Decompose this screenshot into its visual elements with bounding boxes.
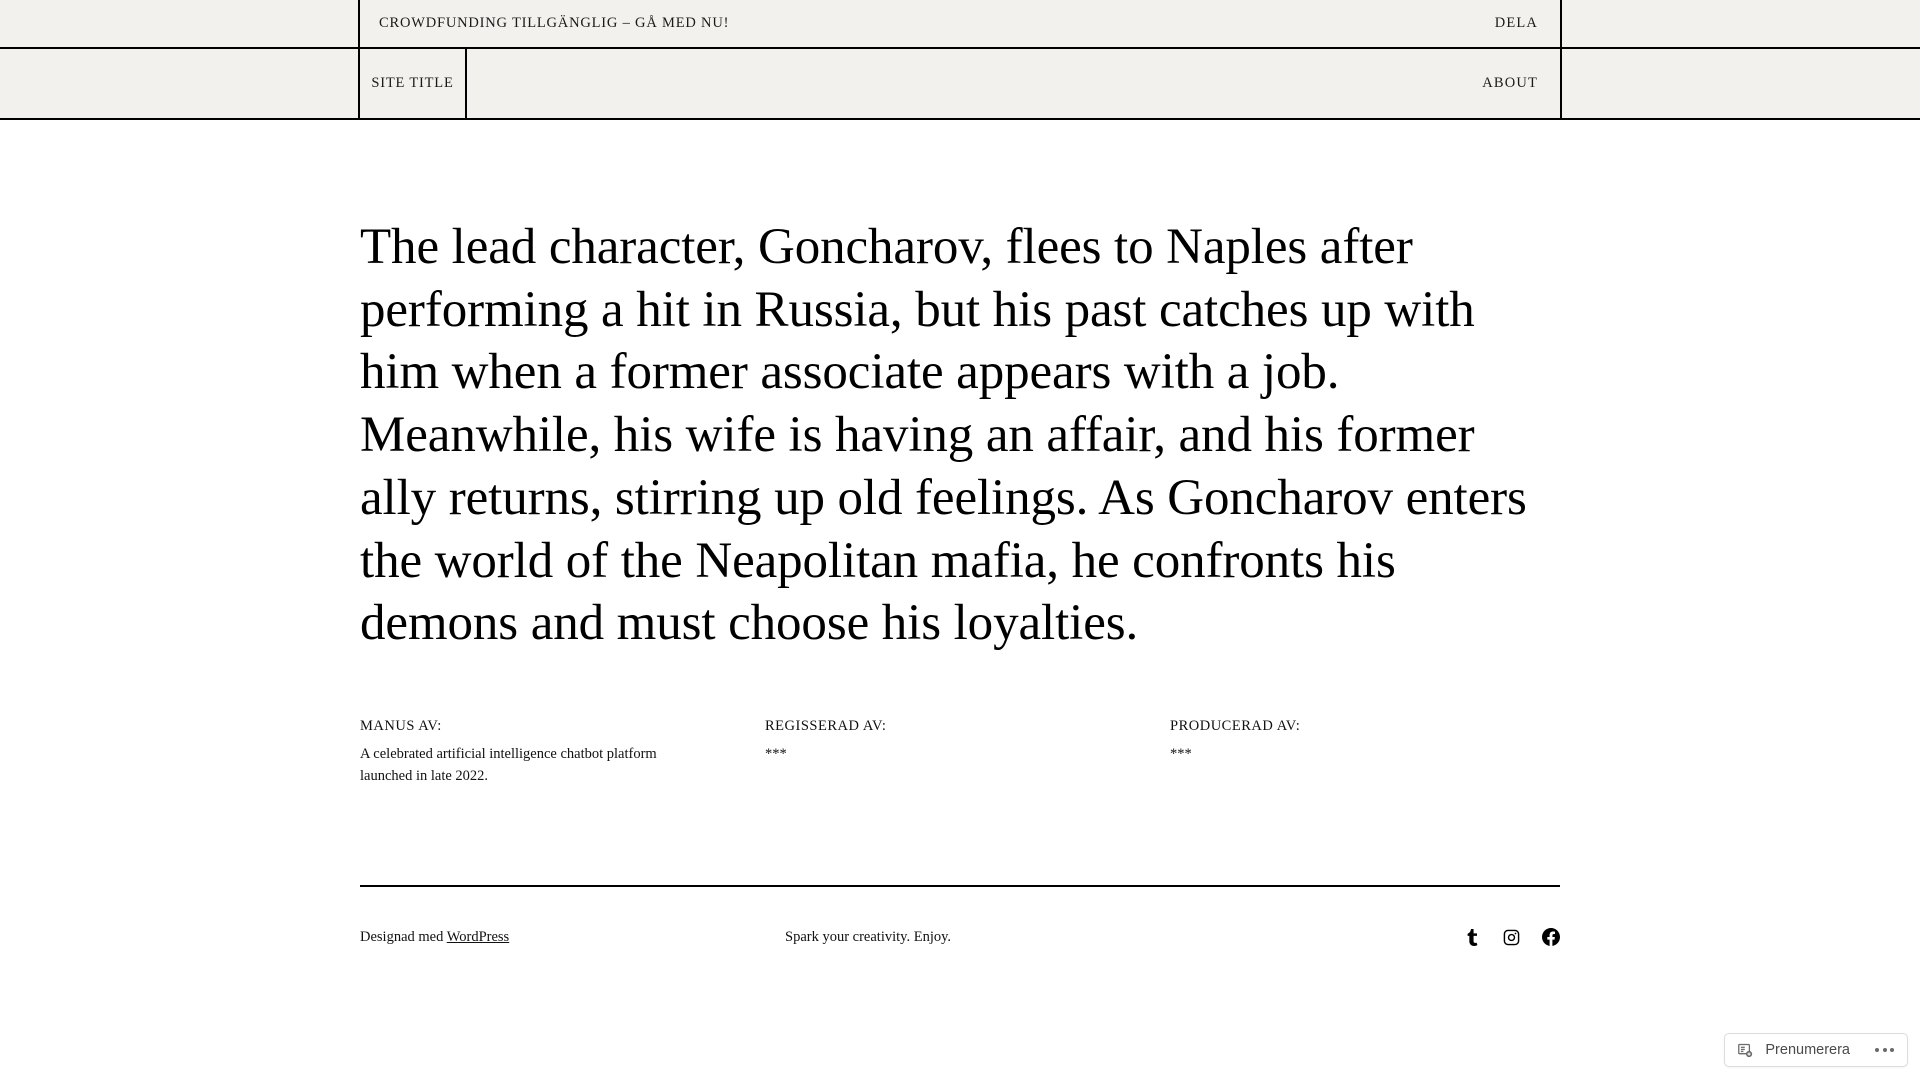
page-title: The lead character, Goncharov, flees to Naples after performing a hit in Russia, but his past catches up with him when a former associate appears with a job. Meanwhile, his wife is having an affair, and his former ally returns, stirring up old feelings. As Goncharov enters the world of the Neapolitan mafia, he confronts his demons and must choose his loyalties.: [360, 219, 1527, 652]
credit-column-manus: [360, 717, 765, 787]
tumblr-icon[interactable]: [1463, 928, 1482, 947]
site-title-link[interactable]: SITE TITLE: [371, 75, 454, 91]
nav-right-spacer: [1560, 49, 1920, 118]
more-options-icon[interactable]: [1875, 1048, 1894, 1052]
site-header: [0, 0, 1920, 120]
site-title-cell: [360, 49, 467, 118]
footer-credit-prefix: Designad med: [360, 928, 447, 945]
footer-credit: [360, 929, 785, 946]
content-inner: [360, 120, 1560, 787]
share-button[interactable]: DELA: [1494, 15, 1538, 31]
site-footer: [360, 895, 1560, 947]
subscribe-bar[interactable]: [1724, 1033, 1908, 1067]
credit-value: ***: [1170, 745, 1192, 762]
promo-banner: [360, 0, 1560, 47]
navigation-row: [0, 49, 1920, 118]
credits-section: [360, 717, 1560, 787]
instagram-icon[interactable]: [1502, 928, 1521, 947]
subscribe-icon: [1736, 1041, 1754, 1059]
footer-tagline: Spark your creativity. Enjoy.: [785, 928, 952, 945]
credit-label: PRODUCERAD AV:: [1170, 718, 1301, 735]
credit-label: REGISSERAD AV:: [765, 718, 887, 735]
banner-right-spacer: [1560, 0, 1920, 47]
main-content: [0, 120, 1920, 947]
banner-left-spacer: [0, 0, 360, 47]
credit-column-producerad: [1170, 717, 1560, 787]
credit-value: A celebrated artificial intelligence chatbot platform launched in late 2022.: [360, 745, 657, 784]
credit-label: MANUS AV:: [360, 718, 442, 735]
primary-navigation: [467, 49, 1560, 118]
wordpress-link[interactable]: WordPress: [446, 928, 510, 945]
credit-column-regisserad: [765, 717, 1170, 787]
credit-value: ***: [765, 745, 787, 762]
promo-banner-text: CROWDFUNDING TILLGÄNGLIG – GÅ MED NU!: [379, 15, 730, 31]
footer-divider: [360, 885, 1560, 887]
facebook-icon[interactable]: [1541, 928, 1560, 947]
subscribe-label: Prenumerera: [1765, 1042, 1850, 1058]
social-links: [1463, 928, 1560, 947]
nav-left-spacer: [0, 49, 360, 118]
nav-item-about[interactable]: ABOUT: [1482, 75, 1538, 91]
promo-banner-row: [0, 0, 1920, 49]
